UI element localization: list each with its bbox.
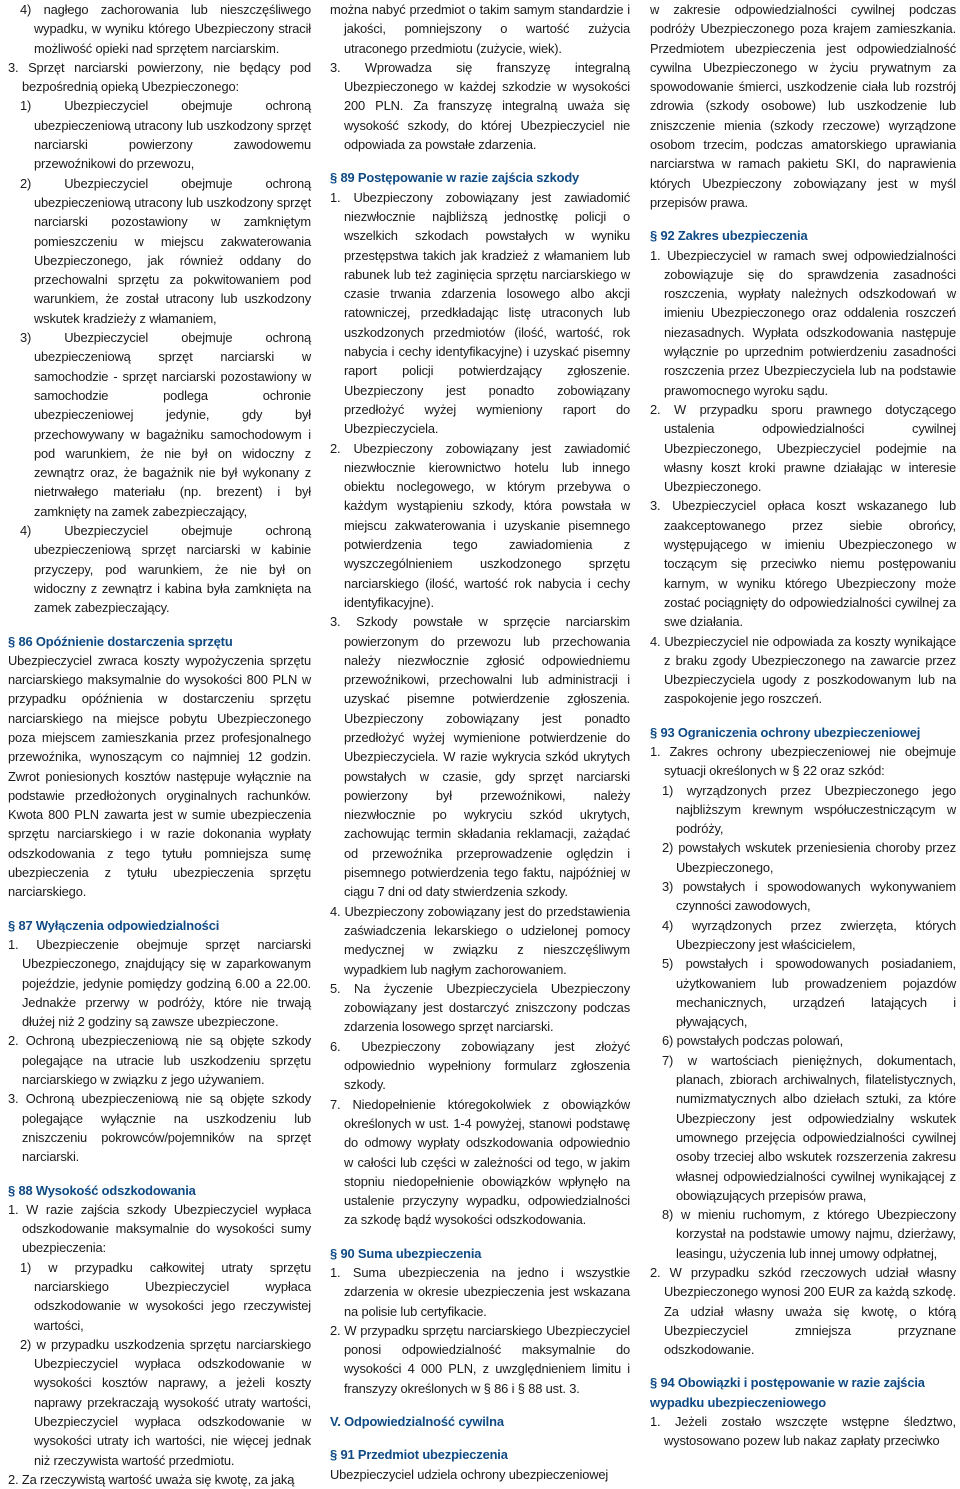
text-column-left: [8, 0, 311, 1489]
section-spacer: [330, 1398, 630, 1412]
paragraph: 1. Ubezpieczony zobowiązany jest zawiadomić niezwłocznie najbliższą jednostkę policji o wszelkich szkodach powstałych w wyniku przestępstwa takich jak kradzież z włamaniem lub rabunek lub też zaginięcia sprzętu narciarskiego w czasie trwania zdarzenia losowego albo akcji ratowniczej, przedkładając listę utraconych lub uszkodzonych przedmiotów (ilość, wartość, rok nabycia i cechy identyfikacyjne) i uzyskać pisemny raport policji potwierdzający zgłoszenie. Ubezpieczony jest ponadto zobowiązany przedłożyć wyżej wymieniony raport do Ubezpieczyciela.: [330, 189, 630, 437]
section-heading: § 93 Ograniczenia ochrony ubezpieczeniowej: [650, 724, 921, 740]
section-spacer: [650, 1359, 956, 1373]
paragraph: 2) powstałych wskutek przeniesienia choroby przez Ubezpieczonego,: [662, 840, 956, 875]
paragraph: 2. W przypadku sprzętu narciarskiego Ubezpieczyciel ponosi odpowiedzialność maksymalnie do wysokości 4 000 PLN, z uwzględnieniem limitu i franszyzy określonych w § 86 i § 88 ust. 3.: [330, 1322, 630, 1396]
paragraph: 1. Ubezpieczenie obejmuje sprzęt narciarski Ubezpieczonego, znajdujący się w zaparkowanym pojeździe, jedynie pomiędzy godziną 6.00 a 22.00. Jednakże przerwy w podróży, które nie trwają dłużej niż 2 godziny są zawsze ubezpieczone.: [8, 936, 311, 1030]
paragraph: 8) w mieniu ruchomym, z którego Ubezpieczony korzystał na podstawie umowy najmu, dzierżawy, leasingu, użyczenia lub innej umowy odpłatnej,: [662, 1207, 956, 1261]
paragraph: 1. Zakres ochrony ubezpieczeniowej nie obejmuje sytuacji określonych w § 22 oraz szkód:: [650, 743, 956, 779]
paragraph: 1) Ubezpieczyciel obejmuje ochroną ubezpieczeniową utracony lub uszkodzony sprzęt narciarski powierzony zawodowemu przewoźnikowi do przewozu,: [20, 98, 311, 172]
paragraph: Ubezpieczyciel zwraca koszty wypożyczenia sprzętu narciarskiego maksymalnie do wysokości 800 PLN w przypadku opóźnienia w dostarczeniu sprzętu narciarskiego na miejsce pobytu Ubezpieczonego poza miejscem zamieszkania przez profesjonalnego przewoźnika, wynoszącym co najmniej 12 godzin. Zwrot poniesionych kosztów następuje wyłącznie na podstawie przedłożonych oryginalnych rachunków. Kwota 800 PLN zawarta jest w sumie ubezpieczenia sprzętu narciarskiego i w razie dokonania wypłaty odszkodowania z tego tytułu pomniejsza sumę ubezpieczenia z tytułu ubezpieczenia sprzętu narciarskiego.: [8, 652, 311, 900]
paragraph: 4) wyrządzonych przez zwierzęta, których Ubezpieczony jest właścicielem,: [662, 917, 956, 952]
paragraph: 7. Niedopełnienie któregokolwiek z obowiązków określonych w ust. 1-4 powyżej, stanowi podstawę do odmowy wypłaty odszkodowania odpowiednio w całości lub części w zależności od tego, w jakim stopniu niedopełnienie obowiązków wpłynęło na ustalenie przyczyny wypadku, odpowiedzialności za szkodę bądź wysokości odszkodowania.: [330, 1096, 630, 1228]
section-spacer: [650, 212, 956, 226]
paragraph: w zakresie odpowiedzialności cywilnej podczas podróży Ubezpieczonego poza krajem zamieszkania. Przedmiotem ubezpieczenia jest odpowiedzialność cywilna Ubezpieczonego w życiu prywatnym za spowodowanie śmierci, uszkodzenie ciała lub rozstrój zdrowia (szkody osobowe) lub uszkodzenie lub zniszczenie mienia (szkody rzeczowe) wyrządzone osobom trzecim, podczas amatorskiego uprawiania narciarstwa w ramach pakietu SKI, do naprawienia których Ubezpieczony zobowiązany jest w myśl przepisów prawa.: [650, 2, 956, 210]
paragraph: 4. Ubezpieczyciel nie odpowiada za koszty wynikające z braku zgody Ubezpieczonego na zawarcie przez Ubezpieczyciela ugody z poszkodowanym lub na zaspokojenie jego roszczeń.: [650, 633, 956, 707]
paragraph: 2. W przypadku sporu prawnego dotyczącego ustalenia odpowiedzialności cywilnej Ubezpieczonego, Ubezpieczyciel podejmie na własny koszt kroki prawne działając w interesie Ubezpieczonego.: [650, 401, 956, 495]
paragraph: 4. Ubezpieczony zobowiązany jest do przedstawienia zaświadczenia lekarskiego o udzielonej pomocy medycznej w związku z nieszczęśliwym wypadkiem lub nagłym zachorowaniem.: [330, 903, 630, 977]
section-heading: § 89 Postępowanie w razie zajścia szkody: [330, 170, 580, 186]
paragraph: 3. Sprzęt narciarski powierzony, nie będący pod bezpośrednią opieką Ubezpieczonego:: [8, 59, 311, 95]
paragraph: 3) Ubezpieczyciel obejmuje ochroną ubezpieczeniową sprzęt narciarski w samochodzie - sprzęt narciarski pozostawiony w samochodzie podlega ochronie ubezpieczeniowej jedynie, gdy był przechowywany w bagażniku samochodowym i pod warunkiem, że nie był on widoczny z zewnątrz oraz, że bagażnik nie był wykonany z nietrwałego materiału (np. brezent) i był zamknięty na zamek zabezpieczający,: [20, 330, 311, 519]
paragraph: 5. Na życzenie Ubezpieczyciela Ubezpieczony zobowiązany jest dostarczyć zniszczony podczas zdarzenia losowego sprzęt narciarski.: [330, 980, 630, 1035]
paragraph: 1) w przypadku całkowitej utraty sprzętu narciarskiego Ubezpieczyciel wypłaca odszkodowanie w wysokości jego rzeczywistej wartości,: [20, 1259, 311, 1333]
paragraph: 4) nagłego zachorowania lub nieszczęśliwego wypadku, w wyniku którego Ubezpieczony stracił możliwość opieki nad sprzętem narciarskim.: [20, 2, 311, 56]
paragraph: 3) powstałych i spowodowanych wykonywaniem czynności zawodowych,: [662, 879, 956, 914]
paragraph: 2. Za rzeczywistą wartość uważa się kwotę, za jaką: [8, 1471, 295, 1487]
paragraph: 2. Ubezpieczony zobowiązany jest zawiadomić niezwłocznie kierownictwo hotelu lub innego obiektu noclegowego, w którym przebywa o każdym wystąpieniu szkody, która powstała w miejscu zakwaterowania i uzyskanie pisemnego potwierdzenia tego zawiadomienia z wyszczególnieniem uszkodzonego sprzętu narciarskiego (ilość, wartość rok nabycia i cechy identyfikacyjne).: [330, 440, 630, 610]
paragraph: Ubezpieczyciel udziela ochrony ubezpieczeniowej: [330, 1466, 609, 1482]
paragraph: 2) w przypadku uszkodzenia sprzętu narciarskiego Ubezpieczyciel wypłaca odszkodowanie w wysokości kosztów naprawy, a jeżeli koszty naprawy przekraczają wysokość utraty wartości, Ubezpieczyciel wypłaca odszkodowanie w wysokości utraty ich wartości, nie więcej jednak niż rzeczywista wartość przedmiotu.: [20, 1336, 311, 1468]
paragraph: 5) powstałych i spowodowanych posiadaniem, użytkowaniem lub prowadzeniem pojazdów mechanicznych, urządzeń latających i pływających,: [662, 956, 956, 1030]
section-spacer: [8, 618, 311, 632]
section-spacer: [8, 902, 311, 916]
paragraph: 3. Szkody powstałe w sprzęcie narciarskim powierzonym do przewozu lub przechowania należy niezwłocznie zgłosić odpowiedniemu przewoźnikowi, przechowalni lub administracji i uzyskać pisemne potwierdzenie zgłoszenia. Ubezpieczony zobowiązany jest ponadto przedłożyć wyżej wymienione potwierdzenie do Ubezpieczyciela. W razie wykrycia szkód ukrytych powstałych w czasie, gdy sprzęt narciarski powierzony był przewoźnikowi, należy niezwłocznie po wykryciu szkód ukrytych, zachowując termin składania reklamacji, zażądać od przewoźnika przeprowadzenie oględzin i pisemnego potwierdzenia tego faktu, najpóźniej w ciągu 7 dni od daty stwierdzenia szkody.: [330, 614, 630, 900]
text-column-right: [650, 0, 956, 1451]
paragraph: 1. Jeżeli zostało wszczęte wstępne śledztwo, wystosowano pozew lub nakaz zapłaty przeciwko: [650, 1414, 956, 1449]
section-heading: § 90 Suma ubezpieczenia: [330, 1245, 482, 1261]
section-spacer: [650, 709, 956, 723]
paragraph: 3. Ubezpieczyciel opłaca koszt wskazanego lub zaakceptowanego przez siebie obrońcy, występującego w imieniu Ubezpieczonego w toczącym się przeciwko niemu postępowaniu karnym, w wyniku którego Ubezpieczony może zostać pociągnięty do odpowiedzialności cywilnej za swe działania.: [650, 498, 956, 630]
paragraph: można nabyć przedmiot o takim samym standardzie i jakości, pomniejszony o wartość zużycia utraconego przedmiotu (zużycie, wiek).: [330, 2, 630, 56]
paragraph: 3. Wprowadza się franszyzę integralną Ubezpieczonego w każdej szkodzie w wysokości 200 PLN. Za franszyzę integralną uważa się wysokość szkody, do której Ubezpieczyciel nie odpowiada za powstałe zdarzenia.: [330, 59, 630, 153]
paragraph: 1. W razie zajścia szkody Ubezpieczyciel wypłaca odszkodowanie maksymalnie do wysokości sumy ubezpieczenia:: [8, 1201, 311, 1256]
section-heading: § 88 Wysokość odszkodowania: [8, 1182, 196, 1198]
paragraph: 3. Ochroną ubezpieczeniową nie są objęte szkody polegające wyłącznie na uszkodzeniu lub zniszczeniu pokrowców/pojemników na sprzęt narciarski.: [8, 1091, 311, 1165]
text-column-middle: [330, 0, 630, 1484]
section-spacer: [330, 154, 630, 168]
section-heading: § 91 Przedmiot ubezpieczenia: [330, 1447, 508, 1463]
paragraph: 1. Suma ubezpieczenia na jedno i wszystkie zdarzenia w okresie ubezpieczenia jest wskazana na polisie lub certyfikacie.: [330, 1265, 630, 1319]
section-spacer: [330, 1431, 630, 1445]
paragraph: 1. Ubezpieczyciel w ramach swej odpowiedzialności zobowiązuje się do sprawdzenia zasadności roszczenia, wypłaty należnych odszkodowań w imieniu Ubezpieczonego oraz oddalenia roszczeń niezasadnych. Wypłata odszkodowania następuje wyłącznie po uprzednim potwierdzeniu zasadności roszczenia przez Ubezpieczyciela lub na podstawie prawomocnego wyroku sądu.: [650, 247, 956, 398]
section-heading: § 86 Opóźnienie dostarczenia sprzętu: [8, 633, 233, 649]
paragraph: 1) wyrządzonych przez Ubezpieczonego jego najbliższym krewnym współuczestniczącym w podróży,: [662, 782, 956, 837]
paragraph: 7) w wartościach pieniężnych, dokumentach, planach, zbiorach archiwalnych, filatelistycznych, numizmatycznych albo dziełach sztuki, za które Ubezpieczony jest odpowiedzialny wskutek umownego przejęcia odpowiedzialności cywilnej osoby trzeciej albo wskutek rozszerzenia zakresu własnej odpowiedzialności cywilnej wynikającej z obowiązujących przepisów prawa,: [662, 1052, 956, 1203]
paragraph: 2) Ubezpieczyciel obejmuje ochroną ubezpieczeniową utracony lub uszkodzony sprzęt narciarski pozostawiony w zamkniętym pomieszczeniu w miejscu zakwaterowania Ubezpieczonego, jak również oddany do przechowalni sprzętu za pokwitowaniem pod warunkiem, że został utracony lub uszkodzony wskutek kradzieży z włamaniem,: [20, 175, 311, 326]
section-spacer: [330, 1230, 630, 1244]
section-heading: V. Odpowiedzialność cywilna: [330, 1414, 504, 1430]
paragraph: 4) Ubezpieczyciel obejmuje ochroną ubezpieczeniową sprzęt narciarski w kabinie przyczepy, pod warunkiem, że nie był on widoczny z zewnątrz i kabina była zamknięta na zamek zabezpieczający.: [20, 523, 311, 616]
section-heading: § 92 Zakres ubezpieczenia: [650, 228, 808, 244]
paragraph: 2. W przypadku szkód rzeczowych udział własny Ubezpieczonego wynosi 200 EUR za każdą szkodę. Za udział własny uważa się kwotę, o którą Ubezpieczyciel zmniejsza przyznane odszkodowanie.: [650, 1265, 956, 1358]
paragraph: 6) powstałych podczas polowań,: [662, 1033, 844, 1049]
paragraph: 2. Ochroną ubezpieczeniową nie są objęte szkody polegające na utracie lub uszkodzeniu sprzętu narciarskiego w związku z jego używaniem.: [8, 1033, 311, 1088]
section-heading: § 94 Obowiązki i postępowanie w razie zajścia wypadku ubezpieczeniowego: [650, 1375, 925, 1410]
paragraph: 6. Ubezpieczony zobowiązany jest złożyć odpowiednio wypełniony formularz zgłoszenia szkody.: [330, 1038, 630, 1093]
section-heading: § 87 Wyłączenia odpowiedzialności: [8, 917, 220, 933]
section-spacer: [8, 1167, 311, 1181]
